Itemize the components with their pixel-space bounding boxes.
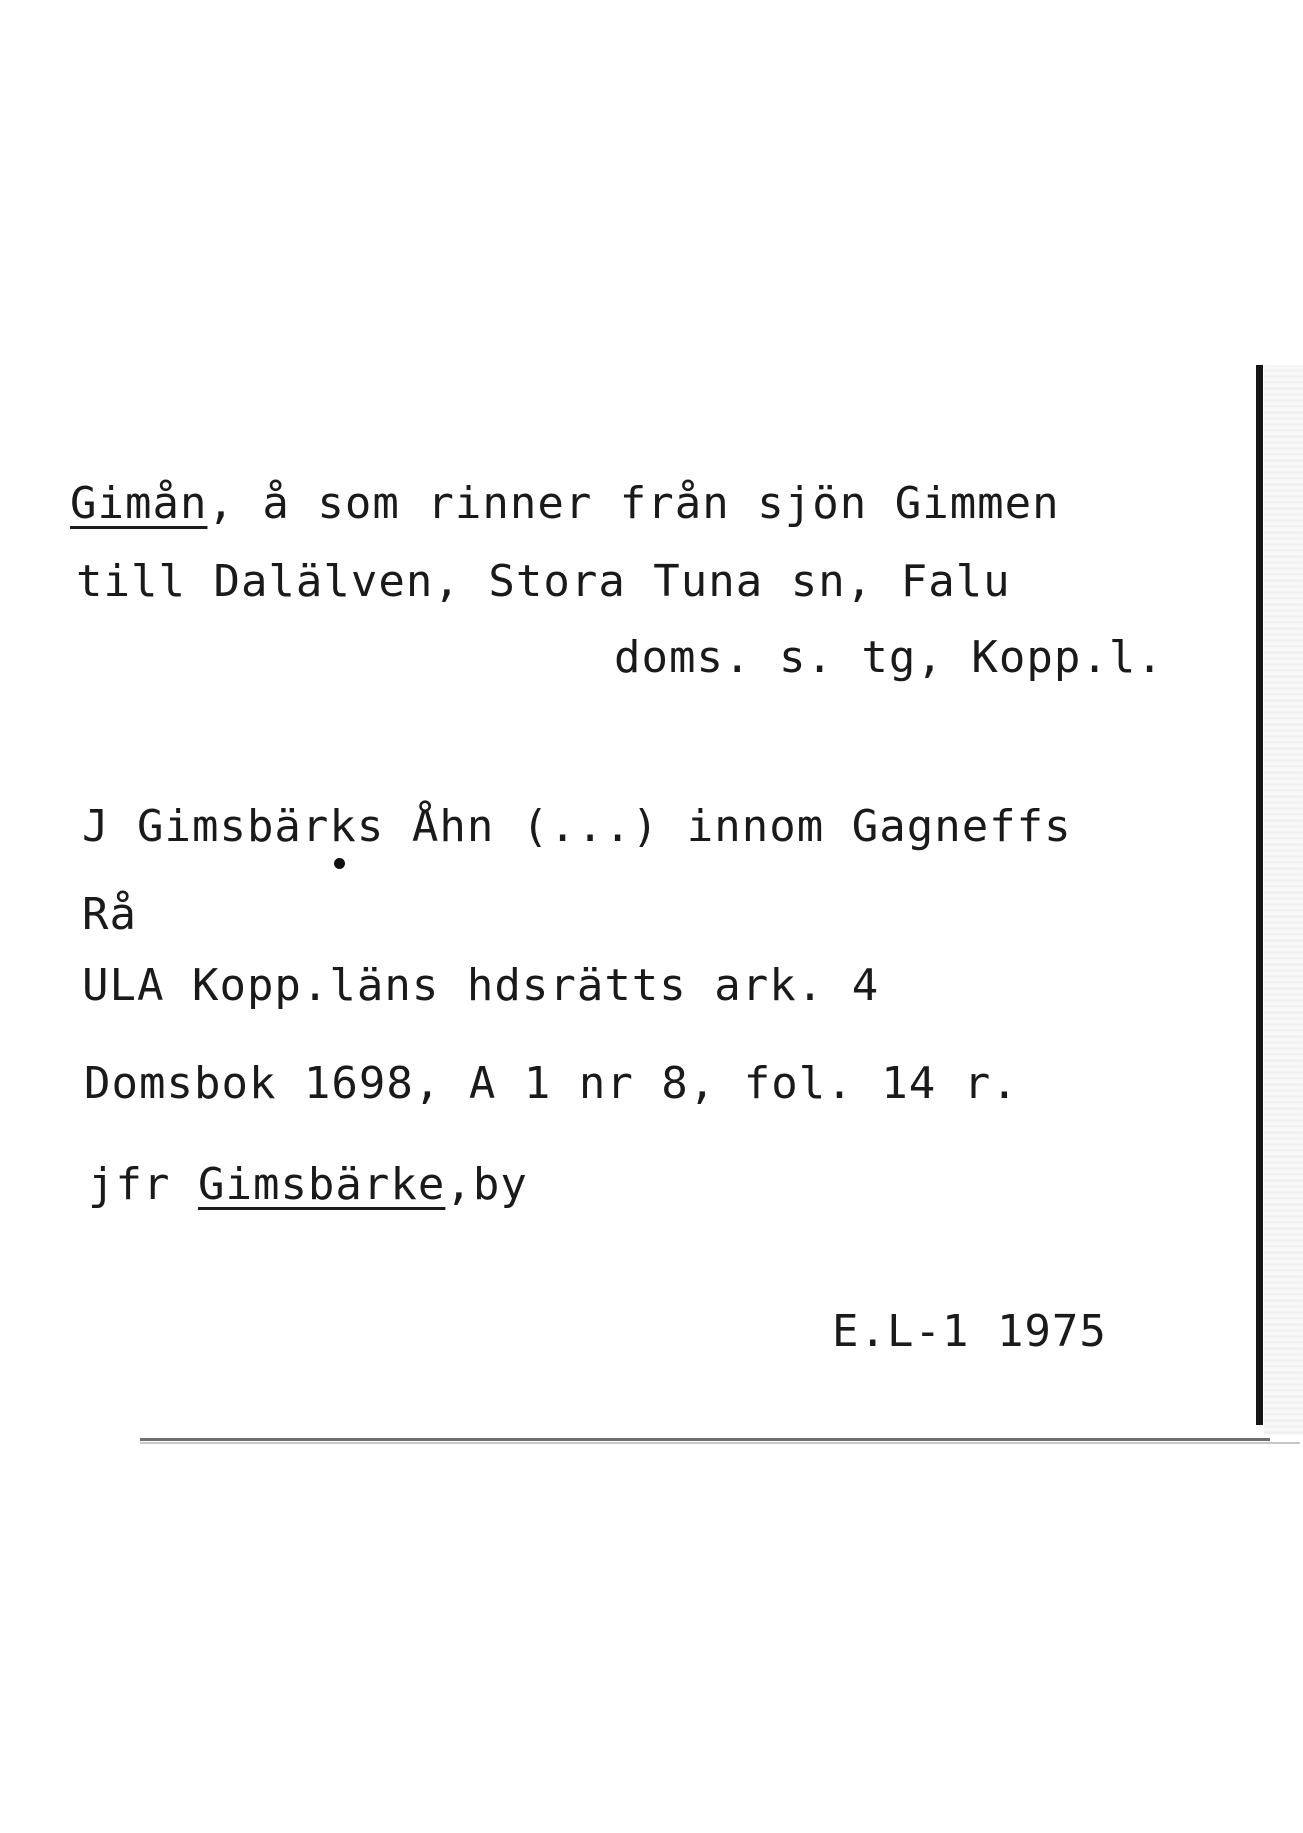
source-folio-line: Domsbok 1698, A 1 nr 8, fol. 14 r. [84, 1058, 1019, 1109]
card-right-edge [1256, 365, 1263, 1425]
headword: Gimån [70, 478, 208, 529]
entry-jurisdiction-line: doms. s. tg, Kopp.l. [614, 632, 1164, 683]
quote-line-2: Rå [82, 889, 137, 940]
card-edge-shadow [1264, 365, 1303, 1435]
dot-mark [334, 858, 345, 869]
cross-reference-line [88, 1159, 528, 1210]
headword-description: , å som rinner från sjön Gimmen [207, 478, 1060, 529]
entry-heading-line [70, 478, 1060, 529]
card-bottom-edge-shadow [140, 1442, 1300, 1444]
cross-reference-prefix: jfr [88, 1159, 198, 1210]
card-bottom-edge [140, 1438, 1270, 1441]
cross-reference-term: Gimsbärke [197, 1159, 446, 1210]
signature: E.L-1 1975 [832, 1306, 1107, 1357]
entry-location-line: till Dalälven, Stora Tuna sn, Falu [76, 556, 1011, 607]
source-archive-line: ULA Kopp.läns hdsrätts ark. 4 [82, 960, 880, 1011]
cross-reference-suffix: ,by [445, 1159, 528, 1210]
quote-line-1: J Gimsbärks Åhn (...) innom Gagneffs [82, 801, 1072, 852]
